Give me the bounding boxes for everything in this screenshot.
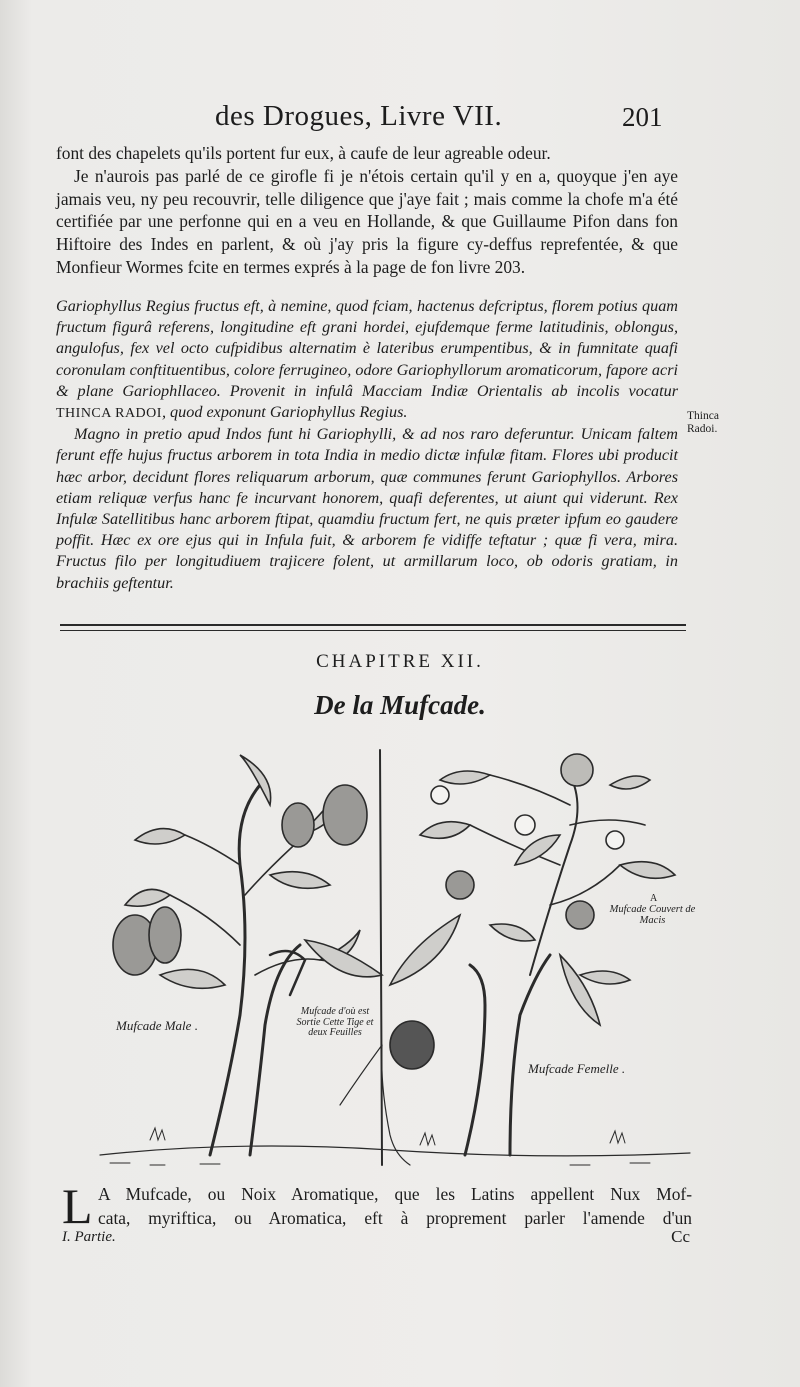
running-head — [0, 100, 800, 140]
signature-mark: I. Partie. — [62, 1229, 116, 1245]
section-rule — [60, 624, 686, 626]
page-footer — [62, 1229, 692, 1251]
label-marker-a: A — [650, 893, 658, 904]
chapter-heading: CHAPITRE XII. — [316, 651, 484, 672]
catchword: Cc — [671, 1227, 690, 1246]
opening-line-2: cata, myriftica, ou Aromatica, eft à proprement parler l'amende d'un — [98, 1208, 692, 1228]
paragraph-continuation: font des chapelets qu'ils portent fur eux, à caufe de leur agreable odeur. — [56, 143, 551, 163]
section-rule-thin — [60, 630, 686, 631]
engraving-illustration — [90, 745, 700, 1170]
label-seedling: Mufcade d'où est Sortie Cette Tige et deux Feuilles — [296, 1006, 374, 1038]
label-male-nutmeg: Mufcade Male . — [116, 1018, 198, 1033]
chapter-title: De la Mufcade. — [314, 690, 486, 720]
latin-paragraph-2: Magno in pretio apud Indos funt hi Gariophylli, & ad nos raro deferuntur. Unicam faltem ferunt effe hujus fructus arborem in tota India in medio dictæ infulæ fitam. Flores ubi producit hæc arbor, decidunt flores reliquarum arborum, quæ communes ferunt Gariophyllos. Arbores etiam reliquæ verfus hanc fe incurvant honorem, quafi deferentes, ut aiunt qui viderunt. Rex Infulæ Satellitibus hanc arborem ftipat, quamdiu fructum fert, ne quis præter ipfum eo gaudere poffit. Hæc ex ore ejus qui in Infula fuit, & arborem fe vidiffe teftatur ; quæ fi vera, mira. Fructus filo per longitudiuem trajicere folent, ut armillarum loco, ob odoris gratiam, in brachiis geftentur. — [56, 425, 678, 592]
latin-p1-end: , quod exponunt Gariophyllus Regius. — [161, 403, 408, 422]
page-number: 201 — [622, 102, 663, 132]
latin-p1-text: Gariophyllus Regius fructus eft, à nemine, quod fciam, hactenus defcriptus, florem potius quam fructum figurâ referens, longitudine eft grani hordei, ejufdemque ferme latitudinis, oblongus, angulofus, fex vel octo cufpidibus alternatim è lateribus erumpentibus, & in fumnitate quafi coronulam conftituentibus, colore ferrugineo, odore Gariophyllorum aromaticorum, fapore acri & plane Gariophllaceo. Provenit in infulâ Macciam Indiæ Orientalis ab incolis vocatur — [56, 297, 678, 400]
chapter-opening-text — [62, 1178, 692, 1234]
drop-cap: L — [62, 1178, 93, 1234]
label-female-nutmeg: Mufcade Femelle . — [528, 1061, 626, 1076]
margin-note: Thinca Radoi. — [687, 410, 719, 435]
latin-quotation — [56, 296, 678, 594]
latin-paragraph-1 — [56, 296, 678, 424]
latin-p1-caps: THINCA RADOI — [56, 406, 162, 422]
paragraph-girofle: Je n'aurois pas parlé de ce girofle fi je n'étois certain qu'il y en a, quoyque j'en aye jamais veu, ny peu recouvrir, telle diligence que j'aye fait ; mais comme la chofe m'a été certifiée par une perfonne qui en a veu en Hollande, & que Guillaume Pifon dans fon Hiftoire des Indes en parlent, & où j'ay pris la figure cy-deffus reprefentée, & que Monfieur Wormes fcite en termes exprés à la page de fon livre 203. — [56, 165, 678, 277]
opening-line-1: A Mufcade, ou Noix Aromatique, que les Latins appellent Nux Mof- — [98, 1184, 692, 1204]
label-mace-covered: Mufcade Couvert de Macis — [609, 904, 696, 926]
running-title: des Drogues, Livre VII. — [215, 100, 503, 132]
french-text-block — [56, 142, 678, 279]
nutmeg-engraving — [90, 745, 700, 1170]
